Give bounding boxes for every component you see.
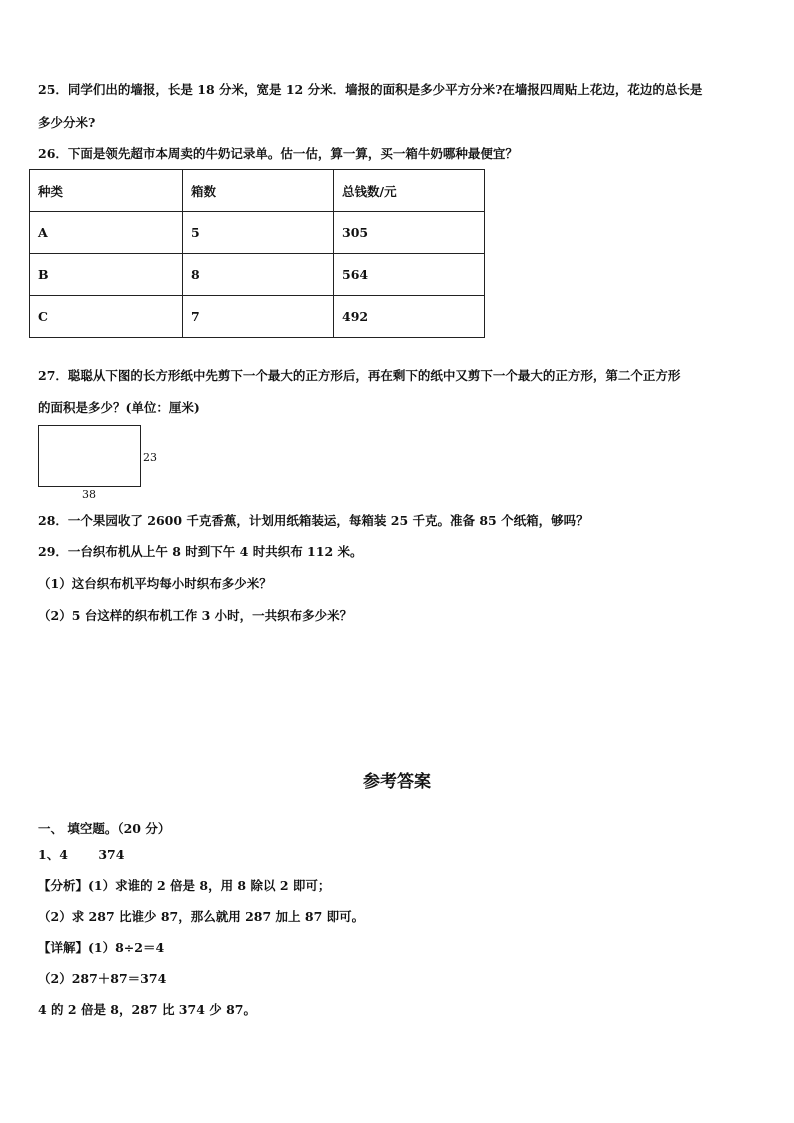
width-label: 38 xyxy=(82,488,96,501)
q27-line1: 27．聪聪从下图的长方形纸中先剪下一个最大的正方形后，再在剩下的纸中又剪下一个最大的正方形，第二个正方形 xyxy=(38,368,681,383)
detail-line1: 【详解】(1）8÷2＝4 xyxy=(38,940,165,955)
q28-text: 28．一个果园收了 2600 千克香蕉，计划用纸箱装运，每箱装 25 千克。准备 85 个纸箱，够吗？ xyxy=(38,513,589,528)
q27-line2: 的面积是多少？(单位：厘米) xyxy=(38,400,200,415)
header-kind: 种类 xyxy=(30,170,183,212)
header-total: 总钱数/元 xyxy=(334,170,485,212)
table-row xyxy=(30,296,485,338)
table-header-row xyxy=(30,170,485,212)
q29-text: 29．一台织布机从上午 8 时到下午 4 时共织布 112 米。 xyxy=(38,544,363,559)
detail-line2: （2）287＋87＝374 xyxy=(38,971,167,986)
q29-sub2: （2）5 台这样的织布机工作 3 小时，一共织布多少米？ xyxy=(38,608,353,623)
table-row xyxy=(30,254,485,296)
analysis-line1: 【分析】(1）求谁的 2 倍是 8，用 8 除以 2 即可； xyxy=(38,878,331,893)
height-label: 23 xyxy=(143,451,157,464)
cell-total: 564 xyxy=(334,254,485,296)
cell-total: 305 xyxy=(334,212,485,254)
header-boxes: 箱数 xyxy=(183,170,334,212)
cell-boxes: 7 xyxy=(183,296,334,338)
cell-boxes: 5 xyxy=(183,212,334,254)
conclusion-line: 4 的 2 倍是 8，287 比 374 少 87。 xyxy=(38,1002,256,1017)
cell-kind: C xyxy=(30,296,183,338)
answers-title: 参考答案 xyxy=(363,772,431,792)
table-row xyxy=(30,212,485,254)
cell-kind: A xyxy=(30,212,183,254)
cell-kind: B xyxy=(30,254,183,296)
q25-line1: 25．同学们出的墙报，长是 18 分米，宽是 12 分米．墙报的面积是多少平方分米?在墙报四周贴上花边，花边的总长是 xyxy=(38,82,703,97)
q25-line2: 多少分米? xyxy=(38,115,96,130)
q26-text: 26．下面是领先超市本周卖的牛奶记录单。估一估，算一算，买一箱牛奶哪种最便宜？ xyxy=(38,146,518,161)
rectangle-figure xyxy=(38,425,141,487)
q29-sub1: （1）这台织布机平均每小时织布多少米？ xyxy=(38,576,272,591)
cell-boxes: 8 xyxy=(183,254,334,296)
answer-item1: 1、4 374 xyxy=(38,847,125,862)
analysis-line2: （2）求 287 比谁少 87，那么就用 287 加上 87 即可。 xyxy=(38,909,365,924)
cell-total: 492 xyxy=(334,296,485,338)
answers-section: 一、 填空题。（20 分） xyxy=(38,821,171,836)
milk-table xyxy=(29,169,485,338)
